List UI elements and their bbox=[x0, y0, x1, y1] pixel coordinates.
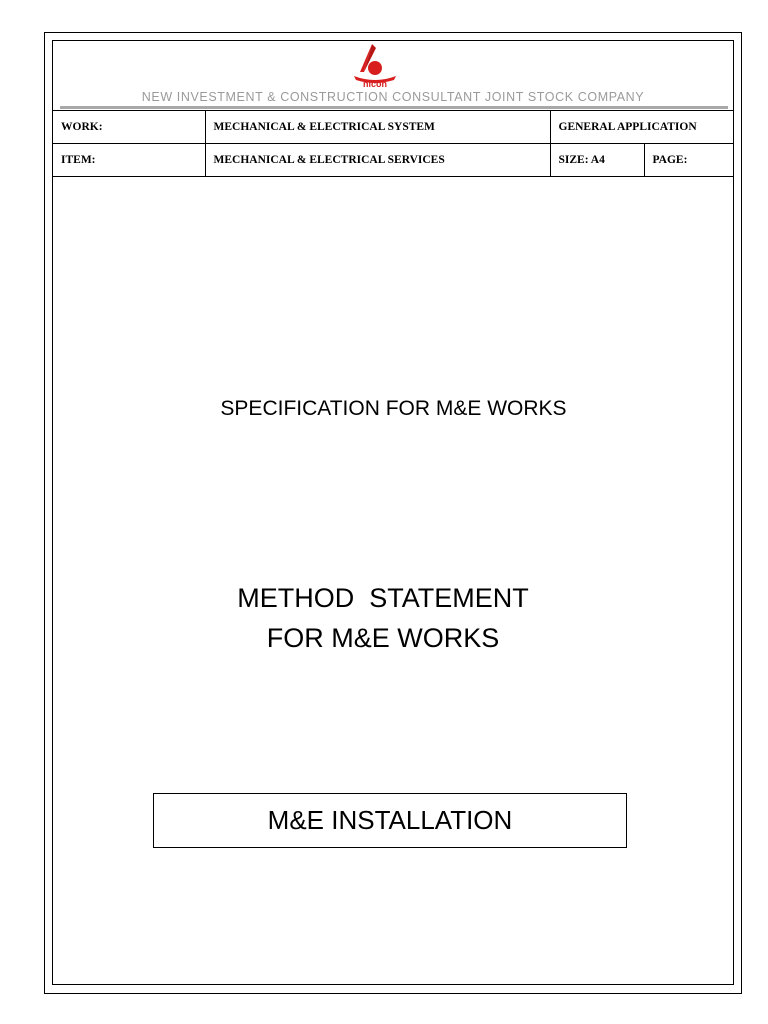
application-cell: GENERAL APPLICATION bbox=[550, 111, 734, 144]
work-value: MECHANICAL & ELECTRICAL SYSTEM bbox=[205, 111, 550, 144]
item-value: MECHANICAL & ELECTRICAL SERVICES bbox=[205, 144, 550, 177]
installation-box bbox=[153, 793, 627, 848]
work-row bbox=[53, 111, 734, 144]
company-logo bbox=[350, 42, 400, 88]
installation-label: M&E INSTALLATION bbox=[267, 805, 513, 835]
company-rule bbox=[60, 106, 728, 109]
svg-text:nicon: nicon bbox=[363, 79, 387, 88]
item-row bbox=[53, 144, 734, 177]
document-info-table bbox=[53, 110, 734, 177]
item-label: ITEM: bbox=[53, 144, 205, 177]
page-cell: PAGE: bbox=[644, 144, 734, 177]
company-name: NEW INVESTMENT & CONSTRUCTION CONSULTANT JOINT STOCK COMPANY bbox=[141, 90, 645, 104]
specification-title: SPECIFICATION FOR M&E WORKS bbox=[220, 397, 567, 420]
method-title-line-2: FOR M&E WORKS bbox=[266, 623, 500, 653]
work-label: WORK: bbox=[53, 111, 205, 144]
size-cell: SIZE: A4 bbox=[550, 144, 644, 177]
method-statement-title bbox=[60, 578, 706, 658]
method-title-line-1: METHOD STATEMENT bbox=[237, 583, 529, 613]
